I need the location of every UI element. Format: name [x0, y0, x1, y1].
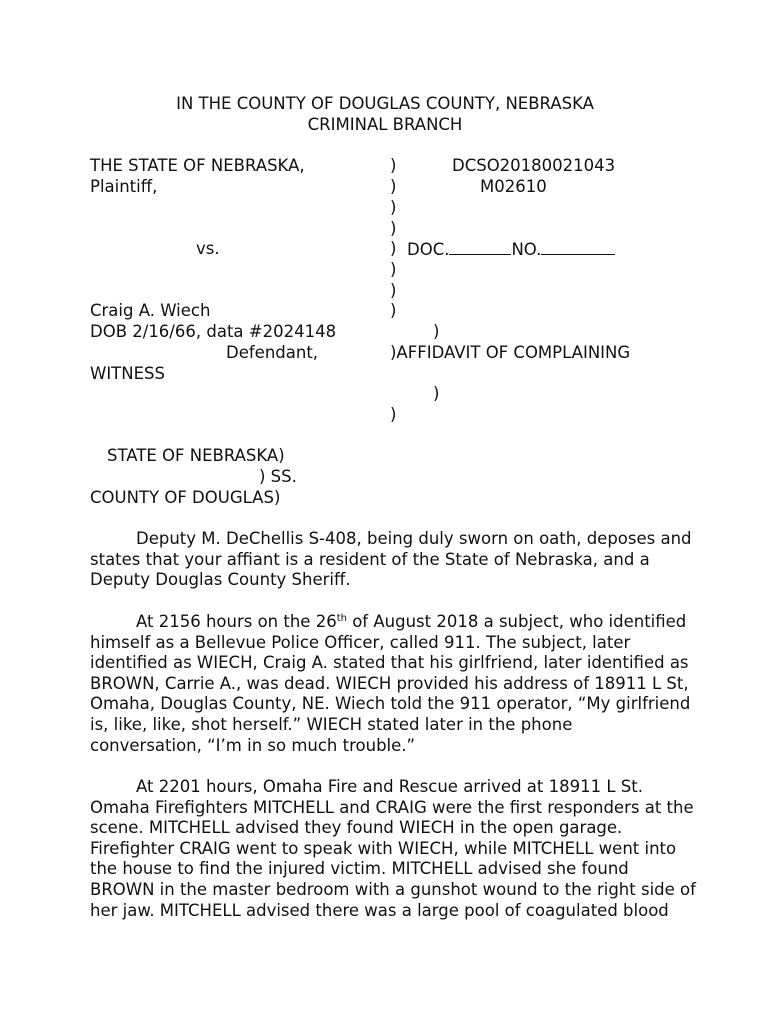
caption-paren: ) — [433, 322, 440, 341]
venue-state: STATE OF NEBRASKA) — [107, 446, 285, 465]
caption-paren: ) — [390, 239, 397, 258]
text-run: At 2156 hours on the 26 — [136, 612, 337, 631]
plaintiff-role: Plaintiff, — [90, 177, 158, 196]
case-number: DCSO20180021043 — [452, 156, 616, 175]
paragraph-line — [90, 612, 690, 633]
caption-paren: ) — [390, 219, 397, 238]
ordinal-suffix: th — [336, 613, 347, 624]
paragraph-line: Omaha, Douglas County, NE. Wiech told the 911 operator, “My girlfriend — [90, 694, 691, 714]
branch-heading: CRIMINAL BRANCH — [307, 115, 463, 134]
paragraph-line: states that your affiant is a resident of the State of Nebraska, and a — [90, 549, 650, 569]
paragraph-line: the house to find the injured victim. MITCHELL advised she found — [90, 859, 629, 879]
paragraph-line: BROWN, Carrie A., was dead. WIECH provided his address of 18911 L St, — [90, 673, 689, 693]
defendant-role: Defendant, — [226, 343, 319, 362]
defendant-dob: DOB 2/16/66, data #2024148 — [90, 322, 337, 341]
caption-paren: ) — [390, 281, 397, 300]
court-heading: IN THE COUNTY OF DOUGLAS COUNTY, NEBRASKA — [176, 94, 594, 113]
doc-number-line — [407, 239, 615, 260]
no-blank — [541, 239, 615, 255]
paragraph-affiant — [90, 529, 690, 591]
versus-label: vs. — [196, 239, 220, 258]
paragraph-line: conversation, “I’m in so much trouble.” — [90, 735, 416, 755]
paragraph-911-call — [90, 612, 690, 756]
affidavit-title: )AFFIDAVIT OF COMPLAINING — [390, 343, 631, 362]
no-label: NO. — [511, 240, 542, 259]
venue-ss: ) SS. — [259, 467, 297, 486]
paragraph-line: himself as a Bellevue Police Officer, called 911. The subject, later — [90, 632, 631, 652]
paragraph-line: identified as WIECH, Craig A. stated that his girlfriend, later identified as — [90, 653, 689, 673]
caption-paren: ) — [390, 198, 397, 217]
paragraph-line: Firefighter CRAIG went to speak with WIECH, while MITCHELL went into — [90, 838, 677, 858]
caption-paren: ) — [390, 405, 397, 424]
venue-county: COUNTY OF DOUGLAS) — [90, 488, 281, 507]
plaintiff-name: THE STATE OF NEBRASKA, — [90, 156, 305, 175]
paragraph-line: her jaw. MITCHELL advised there was a large pool of coagulated blood — [90, 900, 669, 920]
paragraph-line: scene. MITCHELL advised they found WIECH in the open garage. — [90, 818, 623, 838]
witness-label: WITNESS — [90, 364, 165, 383]
paragraph-line: Omaha Firefighters MITCHELL and CRAIG were the first responders at the — [90, 797, 694, 817]
caption-paren: ) — [390, 156, 397, 175]
caption-paren: ) — [390, 177, 397, 196]
paragraph-line: is, like, like, shot herself.” WIECH stated later in the phone — [90, 714, 573, 734]
doc-blank — [449, 239, 511, 255]
caption-paren: ) — [390, 301, 397, 320]
caption-paren: ) — [390, 260, 397, 279]
defendant-name: Craig A. Wiech — [90, 301, 211, 320]
doc-label: DOC. — [407, 240, 450, 259]
text-run: of August 2018 a subject, who identified — [346, 612, 687, 631]
paragraph-line: BROWN in the master bedroom with a gunshot wound to the right side of — [90, 879, 696, 899]
paragraph-line: Deputy Douglas County Sheriff. — [90, 570, 351, 590]
caption-paren: ) — [433, 384, 440, 403]
paragraph-line: Deputy M. DeChellis S-408, being duly sworn on oath, deposes and — [136, 529, 692, 548]
case-code: M02610 — [480, 177, 547, 196]
paragraph-line: At 2201 hours, Omaha Fire and Rescue arrived at 18911 L St. — [136, 777, 643, 796]
paragraph-responders — [90, 777, 696, 921]
